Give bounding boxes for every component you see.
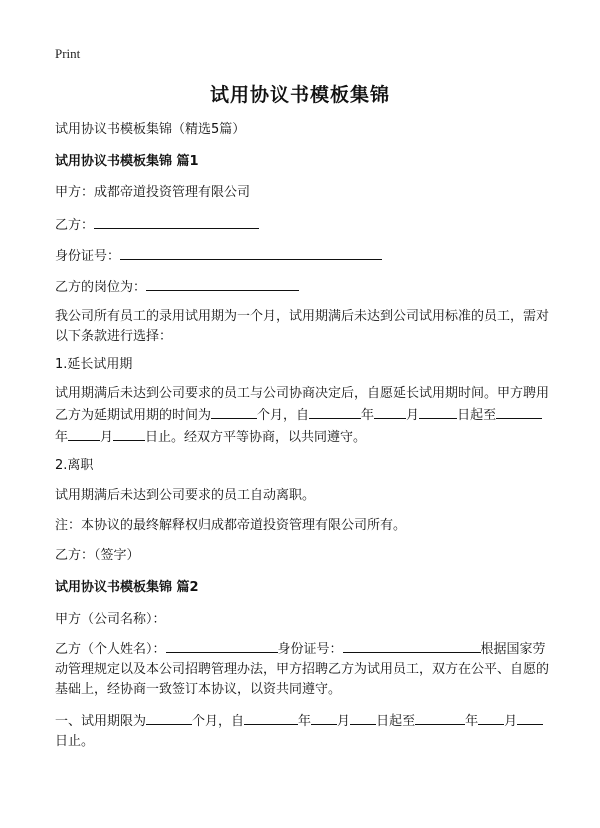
document-title: 试用协议书模板集锦	[209, 84, 390, 106]
s2-start-day-blank[interactable]	[350, 710, 376, 725]
s2-id-label: 身份证号：	[277, 642, 343, 657]
s2-basis: 根据	[480, 642, 507, 657]
s2-end-year-blank[interactable]	[415, 710, 465, 725]
end-day-blank[interactable]	[113, 426, 145, 441]
s2-end-day-blank[interactable]	[517, 710, 543, 725]
s2-start-year-blank[interactable]	[244, 710, 298, 725]
section2-party-a: 甲方（公司名称）：	[55, 612, 166, 627]
document-subtitle: 试用协议书模板集锦（精选5篇）	[55, 122, 246, 137]
section2-paragraph	[55, 638, 555, 700]
end-day-label: 日止。	[145, 430, 185, 445]
s2-id-blank[interactable]	[343, 638, 481, 653]
s2-start-month: 月	[337, 714, 351, 729]
id-label: 身份证号：	[55, 249, 121, 264]
s2-end-month-blank[interactable]	[478, 710, 504, 725]
section1-party-a: 甲方：成都帝道投资管理有限公司	[55, 185, 251, 200]
id-blank[interactable]	[120, 245, 382, 260]
position-blank[interactable]	[146, 276, 299, 291]
position-label: 乙方的岗位为：	[55, 280, 147, 295]
s2-end-year: 年	[465, 714, 479, 729]
end-year-label: 年	[55, 430, 69, 445]
end-month-blank[interactable]	[68, 426, 100, 441]
to-label: 至	[483, 408, 497, 423]
start-month-label: 月	[406, 408, 420, 423]
s2-party-b-label: 乙方（个人姓名）：	[55, 642, 166, 657]
end-year-blank[interactable]	[496, 404, 542, 419]
s2-term-month: 个月，自	[192, 714, 245, 729]
section2-heading: 试用协议书模板集锦 篇2	[55, 580, 199, 595]
item1-text: 试用期满后未达到公司要求的员工与公司协商决定后，自愿延长试用期时间。甲方聘用乙方为延期试用期的时间为	[55, 386, 550, 423]
s2-end-day: 日止。	[55, 734, 95, 749]
section1-note: 注：本协议的最终解释权归成都帝道投资管理有限公司所有。	[55, 518, 407, 533]
item1-month-text: 个月，自	[257, 408, 310, 423]
s2-paragraph-rest: 国家劳动管理规定以及本公司招聘管理办法，甲方招聘乙方为试用员工，双方在公平、自愿的基础上，经协商一致签订本协议，以资共同遵守。	[55, 642, 550, 697]
section1-intro: 我公司所有员工的录用试用期为一个月，试用期满后未达到公司试用标准的员工，需对以下条款进行选择：	[55, 309, 550, 344]
item1-end-text: 经双方平等协商，以共同遵守。	[184, 430, 367, 445]
print-label: Print	[55, 46, 81, 61]
s2-start-day: 日起至	[376, 714, 416, 729]
item2-title: 2.离职	[55, 458, 94, 473]
section1-heading: 试用协议书模板集锦 篇1	[55, 154, 199, 169]
party-b-label: 乙方：	[55, 218, 95, 233]
s2-months-blank[interactable]	[146, 710, 192, 725]
start-month-blank[interactable]	[374, 404, 406, 419]
s2-start-month-blank[interactable]	[311, 710, 337, 725]
start-day-label: 日起	[457, 408, 484, 423]
section1-party-b-line	[55, 214, 555, 236]
end-month-label: 月	[100, 430, 114, 445]
s2-end-month: 月	[504, 714, 518, 729]
months-blank[interactable]	[211, 404, 257, 419]
section2-term	[55, 710, 555, 752]
start-year-label: 年	[361, 408, 375, 423]
party-b-blank[interactable]	[94, 214, 259, 229]
s2-name-blank[interactable]	[166, 638, 278, 653]
item1-title: 1.延长试用期	[55, 357, 133, 372]
section1-id-line	[55, 245, 555, 267]
item2-text: 试用期满后未达到公司要求的员工自动离职。	[55, 488, 316, 503]
start-day-blank[interactable]	[419, 404, 457, 419]
s2-term-prefix: 一、试用期限为	[55, 714, 147, 729]
section1-sign: 乙方：（签字）	[55, 548, 140, 563]
section1-position-line	[55, 276, 555, 298]
start-year-blank[interactable]	[309, 404, 361, 419]
item1-paragraph	[55, 384, 555, 448]
s2-start-year: 年	[298, 714, 312, 729]
